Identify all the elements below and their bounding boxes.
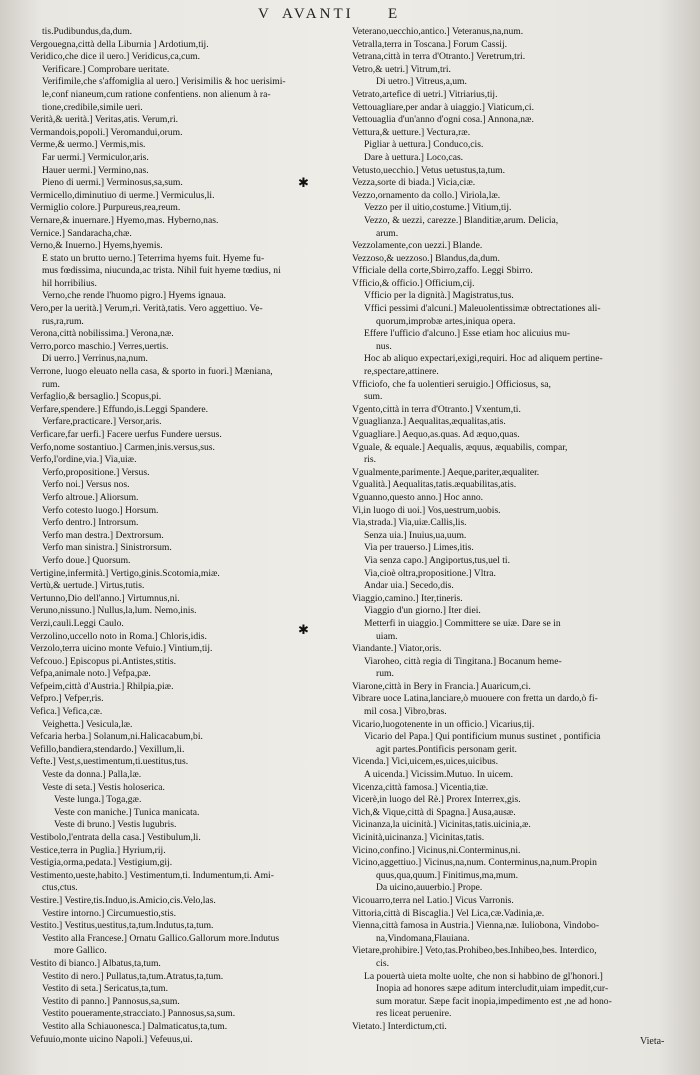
dictionary-line: Verno,che rende l'huomo pigro.] Hyems ignaua. xyxy=(42,290,226,302)
dictionary-line: Verficare,far uerfi.] Facere uerfus Fundere uersus. xyxy=(30,429,222,440)
dictionary-line: Vestito di nero.] Pullatus,ta,tum.Atratus,ta,tum. xyxy=(42,970,224,982)
dictionary-line: Vich,& Vique,città di Spagna.] Ausa,ausæ. xyxy=(352,806,516,818)
dictionary-line: Verfo,propositione.] Versus. xyxy=(42,466,150,478)
dictionary-line: Veste di bruno.] Vestis lugubris. xyxy=(54,819,177,831)
dictionary-line: tis.Pudibundus,da,dum. xyxy=(42,26,133,37)
dictionary-line: Viaroheo, città regia di Tingitana.] Bocanum heme- xyxy=(364,655,562,667)
dictionary-line: arum. xyxy=(376,227,399,239)
dictionary-line: Verno,& Inuerno.] Hyems,hyemis. xyxy=(30,240,163,252)
dictionary-line: Vguaglianza.] Aequalitas,æqualitas,atis. xyxy=(352,416,506,428)
dictionary-line: Veste lunga.] Toga,gæ. xyxy=(54,794,142,806)
dictionary-line: Verro,porco maschio.] Verres,uertis. xyxy=(30,340,169,352)
dictionary-line: Verfo altroue.] Aliorsum. xyxy=(42,491,139,503)
dictionary-line: quorum,improbæ artes,iniqua opera. xyxy=(376,315,516,327)
dictionary-line: Vertù,& uertude.] Virtus,tutis. xyxy=(30,580,145,592)
dictionary-line: Vettouaglia d'un'anno d'ogni cosa.] Annona,næ. xyxy=(352,114,534,126)
dictionary-line: res liceat peruenire. xyxy=(376,1008,452,1020)
dictionary-line: Verfo noi.] Versus nos. xyxy=(42,479,130,491)
dictionary-line: Effere l'ufficio d'alcuno.] Esse etiam hoc alicuius mu- xyxy=(364,328,571,340)
dictionary-line: Verzi,cauli.Leggi Caulo. xyxy=(30,617,124,629)
dictionary-line: more Gallico. xyxy=(54,945,107,957)
dictionary-line: rus,ra,rum. xyxy=(42,315,84,327)
dictionary-line: Vezzolamente,con uezzi.] Blande. xyxy=(352,240,483,252)
dictionary-line: Vettura,& uetture.] Vectura,ræ. xyxy=(352,126,471,138)
dictionary-line: Verfo man destra.] Dextrorsum. xyxy=(42,529,164,541)
right-column xyxy=(352,26,682,1034)
dictionary-line: Vestito.] Vestitus,uestitus,ta,tum.Indutus,ta,tum. xyxy=(30,920,214,932)
dictionary-line: Vezzo,ornamento da collo.] Viriola,læ. xyxy=(352,189,501,201)
dictionary-line: Di uerro.] Verrinus,na,num. xyxy=(42,353,148,365)
dictionary-line: Inopia ad honores sæpe aditum intercludit,uiam impedit,cur- xyxy=(376,983,609,995)
dictionary-line: Vestito di seta.] Sericatus,ta,tum. xyxy=(42,983,169,995)
dictionary-line: Vefuuio,monte uicino Napoli.] Vefeuus,ui. xyxy=(30,1033,193,1045)
dictionary-line: La pouertà uieta molte uolte, che non si habbino de gl'honori.] xyxy=(364,970,603,982)
dictionary-line: Vermicello,diminutiuo di uerme.] Vermiculus,li. xyxy=(30,189,215,201)
dictionary-line: Vefpeim,città d'Austria.] Rhilpia,piæ. xyxy=(30,680,174,692)
dictionary-line: uiam. xyxy=(376,630,398,642)
dictionary-line: Vetusto,uecchio.] Vetus uetustus,ta,tum. xyxy=(352,164,506,176)
dictionary-line: Vicinità,uicinanza.] Vicinitas,tatis. xyxy=(352,832,485,843)
dictionary-line: sum moratur. Sæpe facit inopia,impedimento est ,ne ad hono- xyxy=(376,995,612,1007)
dictionary-line: tione,credibile,simile ueri. xyxy=(42,101,143,113)
dictionary-line: Veighetta.] Vesicula,læ. xyxy=(42,718,133,730)
dictionary-line: Veterano,uecchio,antico.] Veteranus,na,num. xyxy=(352,26,524,37)
dictionary-line: Vetro,& uetri.] Vitrum,tri. xyxy=(352,63,451,75)
dictionary-line: Via,cioè oltra,propositione.] Vltra. xyxy=(364,567,496,579)
dictionary-line: Vicario del Papa.] Qui pontificium munus sustinet , pontificia xyxy=(364,731,601,743)
dictionary-line: Vestice,terra in Puglia.] Hyrium,rij. xyxy=(30,844,166,856)
header-letter-right: E xyxy=(388,6,401,22)
dictionary-line: Vguale, & equale.] Aequalis, æquus, æquabilis, compar, xyxy=(352,441,568,453)
dictionary-line: Vfficio,& officio.] Officium,cij. xyxy=(352,277,475,289)
dictionary-line: Verzolino,uccello noto in Roma.] Chloris,idis. xyxy=(30,630,207,642)
dictionary-line: Vi,in luogo di uoi.] Vos,uestrum,uobis. xyxy=(352,504,501,516)
dictionary-line: Vgento,città in terra d'Otranto.] Vxentum,ti. xyxy=(352,403,521,415)
dictionary-line: Vestire.] Vestire,tis.Induo,is.Amicio,cis.Velo,las. xyxy=(30,894,216,906)
dictionary-line: Di uetro.] Vitreus,a,um. xyxy=(376,76,467,88)
dictionary-line: hil horribilius. xyxy=(42,277,97,289)
running-header xyxy=(0,6,700,24)
dictionary-line: Verificare.] Comprobare ueritate. xyxy=(42,63,170,75)
dictionary-line: Metterfi in uiaggio.] Committere se uiæ. Dare se in xyxy=(364,617,561,629)
dictionary-line: Da uicino,auuerbio.] Prope. xyxy=(376,882,483,894)
dictionary-line: Vetrana,città in terra d'Otranto.] Veretrum,tri. xyxy=(352,51,526,63)
dictionary-line: Viaggio d'un giorno.] Iter diei. xyxy=(364,605,481,617)
dictionary-line: quus,qua,quum.] Finitimus,ma,mum. xyxy=(376,869,519,881)
dictionary-line: Vefcouo.] Episcopus pi.Antistes,stitis. xyxy=(30,655,177,667)
dictionary-line: Vezzoso,& uezzoso.] Blandus,da,dum. xyxy=(352,252,500,264)
dictionary-line: Vermandois,popoli.] Veromandui,orum. xyxy=(30,126,183,138)
dictionary-line: mil cosa.] Vibro,bras. xyxy=(364,706,447,718)
dictionary-line: Verfo,nome sostantiuo.] Carmen,inis.versus,sus. xyxy=(30,441,215,453)
dictionary-line: Dare à uettura.] Loco,cas. xyxy=(364,151,464,163)
dictionary-line: A uicenda.] Vicissim.Mutuo. In uicem. xyxy=(364,769,513,781)
dictionary-line: E stato un brutto uerno.] Teterrima hyems fuit. Hyeme fu- xyxy=(42,252,265,264)
dictionary-line: Pieno di uermi.] Verminosus,sa,sum. xyxy=(42,177,183,189)
dictionary-line: Vffici pessimi d'alcuni.] Maleuolentissimæ obtrectationes ali- xyxy=(364,303,601,315)
dictionary-line: Senza uia.] Inuius,ua,uum. xyxy=(364,529,467,541)
dictionary-line: Pigliar à uettura.] Conduco,cis. xyxy=(364,139,484,151)
dictionary-line: Verzolo,terra uicino monte Vefuio.] Vintium,tij. xyxy=(30,643,213,655)
asterisk-mark-1: ✱ xyxy=(298,176,309,191)
dictionary-line: Vezzo, & uezzi, carezze.] Blanditiæ,arum. Delicia, xyxy=(364,214,559,226)
dictionary-line: mus fœdissima, niucunda,ac trista. Nihil fuit hyeme tœdius, ni xyxy=(42,265,281,277)
dictionary-line: Vernice.] Sandaracha,chæ. xyxy=(30,227,132,239)
dictionary-line: Verfo man sinistra.] Sinistrorsum. xyxy=(42,542,172,554)
dictionary-line: Vicinanza,la uicinità.] Vicinitas,tatis.uicinia,æ. xyxy=(352,819,531,831)
dictionary-line: Verità,& uerità.] Veritas,atis. Verum,ri. xyxy=(30,114,179,126)
asterisk-mark-2: ✱ xyxy=(298,623,309,638)
dictionary-line: Far uermi.] Vermiculor,aris. xyxy=(42,151,149,163)
dictionary-line: Vicino,aggettiuo.] Vicinus,na,num. Conterminus,na,num.Propin xyxy=(352,857,597,869)
dictionary-line: Via,strada.] Via,uiæ.Callis,lis. xyxy=(352,517,467,529)
dictionary-line: Veruno,nissuno.] Nullus,la,lum. Nemo,inis. xyxy=(30,605,197,617)
dictionary-line: Vicerè,in luogo del Rè.] Prorex Interrex,gis. xyxy=(352,794,521,806)
dictionary-line: Vefte.] Vest,s,uestimentum,ti.uestitus,tus. xyxy=(30,756,189,768)
dictionary-line: Vergouegna,città della Liburnia ] Ardotium,tij. xyxy=(30,38,209,50)
dictionary-line: rum. xyxy=(376,668,394,680)
dictionary-line: Hoc ab aliquo expectari,exigi,requiri. Hoc ad aliquem pertine- xyxy=(364,353,603,365)
dictionary-line: rum. xyxy=(42,378,60,390)
dictionary-line: sum. xyxy=(364,391,383,403)
dictionary-line: Vetrato,artefice di uetri.] Vitriarius,tij. xyxy=(352,88,498,100)
dictionary-line: Verfo,l'ordine,via.] Via,uiæ. xyxy=(30,454,137,466)
dictionary-line: Hauer uermi.] Vermino,nas. xyxy=(42,164,149,176)
dictionary-line: Vietare,prohibire.] Veto,tas.Prohibeo,bes.Inhibeo,bes. Interdico, xyxy=(352,945,597,957)
dictionary-line: Viarone,città in Bery in Francia.] Auaricum,ci. xyxy=(352,680,531,692)
dictionary-line: ctus,ctus. xyxy=(42,882,78,894)
dictionary-line: Verrone, luogo eleuato nella casa, & sporto in fuori.] Mæniana, xyxy=(30,366,273,378)
dictionary-line: Vertigine,infermità.] Vertigo,ginis.Scotomia,miæ. xyxy=(30,567,220,579)
dictionary-line: Vibrare uoce Latina,lanciare,ò muouere con fretta un dardo,ò fi- xyxy=(352,693,598,705)
dictionary-line: Verme,& uermo.] Vermis,mis. xyxy=(30,139,146,151)
dictionary-line: Veste da donna.] Palla,læ. xyxy=(42,769,142,781)
dictionary-line: Vietato.] Interdictum,cti. xyxy=(352,1020,447,1032)
dictionary-line: Vestigia,orma,pedata.] Vestigium,gij. xyxy=(30,857,173,869)
dictionary-line: Via per trauerso.] Limes,itis. xyxy=(364,542,474,554)
catchword: Vieta- xyxy=(640,1036,665,1047)
dictionary-line: Vestibolo,l'entrata della casa.] Vestibulum,li. xyxy=(30,832,201,843)
dictionary-line: Verfo dentro.] Introrsum. xyxy=(42,517,139,529)
dictionary-line: Vefpa,animale noto.] Vefpa,pæ. xyxy=(30,668,151,680)
dictionary-line: Vero,per la uerità.] Verum,ri. Verità,tatis. Vero aggettiuo. Ve- xyxy=(30,303,263,315)
dictionary-line: agit partes.Pontificis personam gerit. xyxy=(376,743,517,755)
dictionary-line: Vicenza,città famosa.] Vicentia,tiæ. xyxy=(352,781,489,793)
dictionary-line: cis. xyxy=(376,957,390,969)
dictionary-line: Vezza,sorte di biada.] Vicia,ciæ. xyxy=(352,177,476,189)
dictionary-line: Vettouagliare,per andar à uiaggio.] Viaticum,ci. xyxy=(352,101,534,113)
header-title: AVANTI xyxy=(282,6,354,22)
dictionary-line: Veridico,che dice il uero.] Veridicus,ca,cum. xyxy=(30,51,201,63)
dictionary-line: Vfficiofo, che fa uolentieri seruigio.] Officiosus, sa, xyxy=(352,378,551,390)
dictionary-line: Veste di seta.] Vestis holoserica. xyxy=(42,781,165,793)
dictionary-line: Vernare,& inuernare.] Hyemo,mas. Hyberno,nas. xyxy=(30,214,219,226)
dictionary-line: Vestito di panno.] Pannosus,sa,sum. xyxy=(42,995,180,1007)
dictionary-line: Verifimile,che s'affomiglia al uero.] Verisimilis & hoc uerisimi- xyxy=(42,76,286,88)
dictionary-line: Vefica.] Vefica,cæ. xyxy=(30,706,103,718)
dictionary-line: Verona,città nobilissima.] Verona,næ. xyxy=(30,328,174,340)
dictionary-line: Vfficio per la dignità.] Magistratus,tus. xyxy=(364,290,514,302)
dictionary-line: Vicenda.] Vici,uicem,es,uices,uicibus. xyxy=(352,756,498,768)
dictionary-line: Vestito poueramente,stracciato.] Pannosus,sa,sum. xyxy=(42,1008,236,1020)
dictionary-line: Vefcaria herba.] Solanum,ni.Halicacabum,bi. xyxy=(30,731,203,743)
dictionary-line: Vefillo,bandiera,stendardo.] Vexillum,li. xyxy=(30,743,185,755)
dictionary-line: Vestimento,ueste,habito.] Vestimentum,ti. Indumentum,ti. Ami- xyxy=(30,869,274,881)
dictionary-line: ris. xyxy=(364,454,376,466)
dictionary-line: Vermiglio colore.] Purpureus,rea,reum. xyxy=(30,202,181,214)
dictionary-line: Verfo doue.] Quorsum. xyxy=(42,554,131,566)
dictionary-line: na,Vindomana,Flauiana. xyxy=(376,932,470,944)
dictionary-line: Via senza capo.] Angiportus,tus,uel ti. xyxy=(364,554,510,566)
dictionary-line: Vicouarro,terra nel Latio.] Vicus Varronis. xyxy=(352,894,514,906)
dictionary-line: Viandante.] Viator,oris. xyxy=(352,643,442,655)
dictionary-line: Verfare,spendere.] Effundo,is.Leggi Spandere. xyxy=(30,403,209,415)
dictionary-line: Vetralla,terra in Toscana.] Forum Cassij. xyxy=(352,38,508,50)
dictionary-line: Vicino,confino.] Vicinus,ni.Conterminus,ni. xyxy=(352,844,521,856)
dictionary-line: Vgualità.] Aequalitas,tatis.æquabilitas,atis. xyxy=(352,479,517,491)
dictionary-line: Vezzo per il uitio,costume.] Vitium,tij. xyxy=(364,202,512,214)
dictionary-line: Vestito di bianco.] Albatus,ta,tum. xyxy=(30,957,161,969)
dictionary-line: Viaggio,camino.] Iter,tineris. xyxy=(352,592,463,604)
dictionary-line: le,conf nianeum,cum ratione confentiens. non alienum à ra- xyxy=(42,88,271,100)
dictionary-line: Veste con maniche.] Tunica manicata. xyxy=(54,806,200,818)
dictionary-line: Vestito alla Francese.] Ornatu Gallico.Gallorum more.Indutus xyxy=(42,932,280,944)
dictionary-line: Vguanno,questo anno.] Hoc anno. xyxy=(352,491,484,503)
dictionary-line: Vgualmente,parimente.] Aeque,pariter,æqualiter. xyxy=(352,466,540,478)
dictionary-line: Vestire intorno.] Circumuestio,stis. xyxy=(42,907,177,919)
dictionary-line: Andar uia.] Secedo,dis. xyxy=(364,580,454,592)
dictionary-line: Vefpro.] Vefper,ris. xyxy=(30,693,104,705)
dictionary-line: re,spectare,attinere. xyxy=(364,366,439,378)
dictionary-line: Verfo cotesto luogo.] Horsum. xyxy=(42,504,159,516)
dictionary-line: Vittoria,città di Biscaglia.] Vel Lica,cæ.Vadinia,æ. xyxy=(352,907,545,919)
dictionary-line: Vfficiale della corte,Sbirro,zaffo. Leggi Sbirro. xyxy=(352,265,533,277)
dictionary-line: nus. xyxy=(376,340,392,352)
dictionary-line: Vicario,luogotenente in un officio.] Vicarius,tij. xyxy=(352,718,535,730)
dictionary-line: Verfare,practicare.] Versor,aris. xyxy=(42,416,162,428)
dictionary-line: Vienna,città famosa in Austria.] Vienna,næ. Iuliobona, Vindobo- xyxy=(352,920,600,932)
dictionary-line: Vguagliare.] Aequo,as.quas. Ad æquo,quas. xyxy=(352,429,520,440)
dictionary-line: Vestito alla Schiauonesca.] Dalmaticatus,ta,tum. xyxy=(42,1020,228,1032)
dictionary-line: Verfaglio,& bersaglio.] Scopus,pi. xyxy=(30,391,162,403)
dictionary-line: Vertunno,Dio dell'anno.] Virtumnus,ni. xyxy=(30,592,180,604)
header-letter-left: V xyxy=(258,6,272,22)
